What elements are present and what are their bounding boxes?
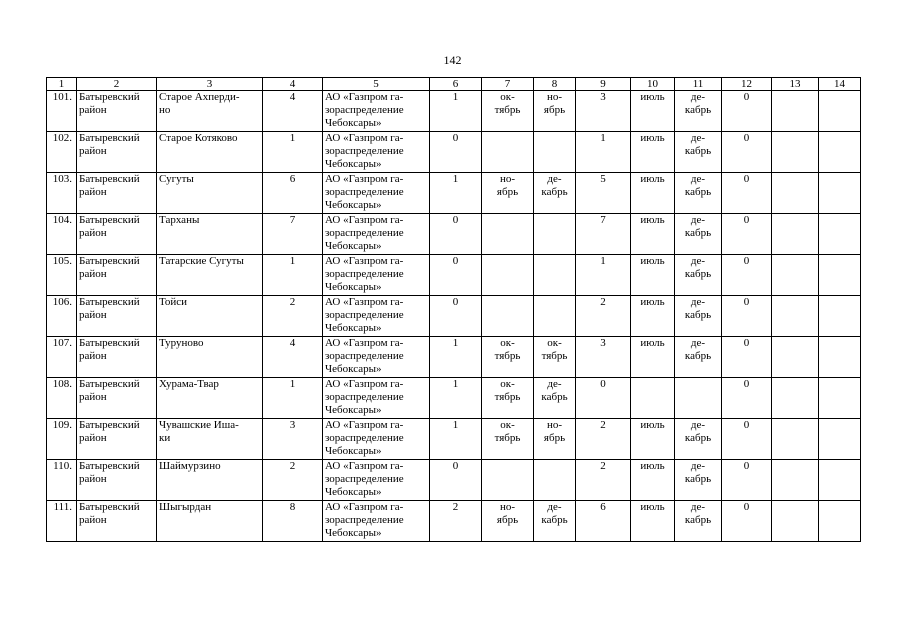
cell-col12: 0 xyxy=(722,173,772,214)
col-header: 2 xyxy=(77,78,157,91)
cell-col10: июль xyxy=(631,173,675,214)
cell-settlement: Чувашские Иша- ки xyxy=(157,419,263,460)
cell-col11: де- кабрь xyxy=(675,460,722,501)
cell-col12: 0 xyxy=(722,378,772,419)
cell-col10: июль xyxy=(631,91,675,132)
cell-col4: 1 xyxy=(263,255,323,296)
cell-organization: АО «Газпром га- зораспределение Чебоксары» xyxy=(323,337,430,378)
cell-row-number: 107. xyxy=(47,337,77,378)
cell-col6: 1 xyxy=(430,378,482,419)
table-row xyxy=(47,337,861,378)
cell-col6: 0 xyxy=(430,296,482,337)
cell-col13 xyxy=(772,501,819,542)
cell-col7: но- ябрь xyxy=(482,501,534,542)
cell-col7 xyxy=(482,214,534,255)
cell-col9: 0 xyxy=(576,378,631,419)
cell-col13 xyxy=(772,378,819,419)
table-row xyxy=(47,132,861,173)
cell-col7 xyxy=(482,255,534,296)
cell-col10: июль xyxy=(631,296,675,337)
col-header: 3 xyxy=(157,78,263,91)
cell-settlement: Тарханы xyxy=(157,214,263,255)
cell-row-number: 103. xyxy=(47,173,77,214)
cell-col11: де- кабрь xyxy=(675,419,722,460)
cell-col11: де- кабрь xyxy=(675,132,722,173)
cell-district: Батыревский район xyxy=(77,378,157,419)
cell-col6: 1 xyxy=(430,337,482,378)
col-header: 14 xyxy=(819,78,861,91)
cell-row-number: 106. xyxy=(47,296,77,337)
cell-col14 xyxy=(819,296,861,337)
cell-col4: 3 xyxy=(263,419,323,460)
cell-col12: 0 xyxy=(722,501,772,542)
cell-col11: де- кабрь xyxy=(675,255,722,296)
cell-col8: де- кабрь xyxy=(534,173,576,214)
cell-col10: июль xyxy=(631,419,675,460)
cell-district: Батыревский район xyxy=(77,419,157,460)
col-header: 9 xyxy=(576,78,631,91)
cell-organization: АО «Газпром га- зораспределение Чебоксары» xyxy=(323,501,430,542)
cell-col9: 2 xyxy=(576,296,631,337)
cell-col12: 0 xyxy=(722,91,772,132)
col-header: 1 xyxy=(47,78,77,91)
cell-col7 xyxy=(482,132,534,173)
cell-col8 xyxy=(534,132,576,173)
table-row xyxy=(47,419,861,460)
cell-col4: 6 xyxy=(263,173,323,214)
table-row xyxy=(47,255,861,296)
cell-col12: 0 xyxy=(722,255,772,296)
cell-settlement: Татарские Сугуты xyxy=(157,255,263,296)
cell-col10: июль xyxy=(631,460,675,501)
cell-col6: 0 xyxy=(430,460,482,501)
col-header: 4 xyxy=(263,78,323,91)
cell-col8: де- кабрь xyxy=(534,378,576,419)
cell-col6: 0 xyxy=(430,132,482,173)
cell-col9: 1 xyxy=(576,132,631,173)
cell-col7: ок- тябрь xyxy=(482,378,534,419)
cell-col11: де- кабрь xyxy=(675,501,722,542)
cell-col6: 0 xyxy=(430,214,482,255)
cell-settlement: Хурама-Твар xyxy=(157,378,263,419)
cell-organization: АО «Газпром га- зораспределение Чебоксары» xyxy=(323,173,430,214)
cell-col4: 2 xyxy=(263,460,323,501)
cell-col12: 0 xyxy=(722,419,772,460)
cell-col14 xyxy=(819,378,861,419)
cell-district: Батыревский район xyxy=(77,255,157,296)
col-header: 8 xyxy=(534,78,576,91)
cell-col10: июль xyxy=(631,337,675,378)
cell-col9: 2 xyxy=(576,460,631,501)
cell-settlement: Туруново xyxy=(157,337,263,378)
cell-col14 xyxy=(819,91,861,132)
cell-district: Батыревский район xyxy=(77,460,157,501)
cell-organization: АО «Газпром га- зораспределение Чебоксары» xyxy=(323,132,430,173)
cell-settlement: Тойси xyxy=(157,296,263,337)
cell-col9: 7 xyxy=(576,214,631,255)
cell-col7 xyxy=(482,460,534,501)
cell-organization: АО «Газпром га- зораспределение Чебоксары» xyxy=(323,255,430,296)
cell-col12: 0 xyxy=(722,296,772,337)
cell-col8: но- ябрь xyxy=(534,419,576,460)
cell-col10: июль xyxy=(631,132,675,173)
cell-col13 xyxy=(772,419,819,460)
cell-organization: АО «Газпром га- зораспределение Чебоксары» xyxy=(323,296,430,337)
col-header: 5 xyxy=(323,78,430,91)
cell-col13 xyxy=(772,255,819,296)
table-row xyxy=(47,173,861,214)
cell-col8 xyxy=(534,214,576,255)
table-row xyxy=(47,296,861,337)
cell-settlement: Шаймурзино xyxy=(157,460,263,501)
cell-row-number: 102. xyxy=(47,132,77,173)
cell-col13 xyxy=(772,296,819,337)
cell-col7: ок- тябрь xyxy=(482,91,534,132)
cell-col9: 6 xyxy=(576,501,631,542)
cell-row-number: 105. xyxy=(47,255,77,296)
cell-district: Батыревский район xyxy=(77,132,157,173)
cell-settlement: Сугуты xyxy=(157,173,263,214)
cell-organization: АО «Газпром га- зораспределение Чебоксары» xyxy=(323,378,430,419)
cell-col4: 2 xyxy=(263,296,323,337)
cell-settlement: Старое Котяково xyxy=(157,132,263,173)
cell-col13 xyxy=(772,337,819,378)
cell-col13 xyxy=(772,91,819,132)
table-row xyxy=(47,214,861,255)
cell-row-number: 101. xyxy=(47,91,77,132)
cell-col12: 0 xyxy=(722,214,772,255)
cell-col7: ок- тябрь xyxy=(482,337,534,378)
cell-col10: июль xyxy=(631,501,675,542)
col-header: 6 xyxy=(430,78,482,91)
page-number: 142 xyxy=(443,53,462,67)
cell-col4: 7 xyxy=(263,214,323,255)
cell-col11 xyxy=(675,378,722,419)
cell-col14 xyxy=(819,419,861,460)
cell-col8: но- ябрь xyxy=(534,91,576,132)
cell-col14 xyxy=(819,173,861,214)
cell-col7 xyxy=(482,296,534,337)
cell-settlement: Шыгырдан xyxy=(157,501,263,542)
cell-district: Батыревский район xyxy=(77,173,157,214)
cell-col11: де- кабрь xyxy=(675,214,722,255)
cell-col6: 1 xyxy=(430,91,482,132)
cell-col11: де- кабрь xyxy=(675,91,722,132)
header-row xyxy=(47,78,861,91)
cell-col11: де- кабрь xyxy=(675,173,722,214)
cell-col4: 8 xyxy=(263,501,323,542)
cell-col10: июль xyxy=(631,214,675,255)
col-header: 7 xyxy=(482,78,534,91)
cell-col8 xyxy=(534,255,576,296)
col-header: 12 xyxy=(722,78,772,91)
cell-col7: но- ябрь xyxy=(482,173,534,214)
table-body xyxy=(47,91,861,542)
cell-col4: 1 xyxy=(263,132,323,173)
cell-col14 xyxy=(819,132,861,173)
cell-col14 xyxy=(819,501,861,542)
cell-row-number: 104. xyxy=(47,214,77,255)
cell-district: Батыревский район xyxy=(77,214,157,255)
col-header: 11 xyxy=(675,78,722,91)
cell-col14 xyxy=(819,460,861,501)
cell-col12: 0 xyxy=(722,337,772,378)
cell-col14 xyxy=(819,214,861,255)
cell-col13 xyxy=(772,214,819,255)
cell-col8: де- кабрь xyxy=(534,501,576,542)
cell-organization: АО «Газпром га- зораспределение Чебоксары» xyxy=(323,419,430,460)
cell-col13 xyxy=(772,460,819,501)
cell-row-number: 110. xyxy=(47,460,77,501)
cell-col11: де- кабрь xyxy=(675,337,722,378)
cell-col14 xyxy=(819,337,861,378)
cell-col8 xyxy=(534,296,576,337)
table-row xyxy=(47,460,861,501)
cell-col9: 3 xyxy=(576,337,631,378)
cell-organization: АО «Газпром га- зораспределение Чебоксары» xyxy=(323,91,430,132)
cell-col4: 1 xyxy=(263,378,323,419)
cell-col7: ок- тябрь xyxy=(482,419,534,460)
cell-col6: 1 xyxy=(430,419,482,460)
cell-district: Батыревский район xyxy=(77,296,157,337)
cell-col11: де- кабрь xyxy=(675,296,722,337)
table-row xyxy=(47,91,861,132)
cell-col8: ок- тябрь xyxy=(534,337,576,378)
cell-col9: 3 xyxy=(576,91,631,132)
cell-col9: 2 xyxy=(576,419,631,460)
cell-district: Батыревский район xyxy=(77,91,157,132)
cell-district: Батыревский район xyxy=(77,501,157,542)
table-row xyxy=(47,378,861,419)
cell-col4: 4 xyxy=(263,337,323,378)
cell-settlement: Старое Ахперди- но xyxy=(157,91,263,132)
cell-col10: июль xyxy=(631,255,675,296)
cell-col8 xyxy=(534,460,576,501)
cell-col6: 2 xyxy=(430,501,482,542)
cell-col12: 0 xyxy=(722,460,772,501)
cell-row-number: 111. xyxy=(47,501,77,542)
cell-col12: 0 xyxy=(722,132,772,173)
cell-row-number: 108. xyxy=(47,378,77,419)
cell-organization: АО «Газпром га- зораспределение Чебоксары» xyxy=(323,460,430,501)
cell-col4: 4 xyxy=(263,91,323,132)
cell-col6: 0 xyxy=(430,255,482,296)
cell-district: Батыревский район xyxy=(77,337,157,378)
cell-col9: 1 xyxy=(576,255,631,296)
cell-col10 xyxy=(631,378,675,419)
table-row xyxy=(47,501,861,542)
cell-col14 xyxy=(819,255,861,296)
col-header: 10 xyxy=(631,78,675,91)
cell-row-number: 109. xyxy=(47,419,77,460)
gasification-table xyxy=(46,77,861,542)
cell-col9: 5 xyxy=(576,173,631,214)
cell-organization: АО «Газпром га- зораспределение Чебоксары» xyxy=(323,214,430,255)
col-header: 13 xyxy=(772,78,819,91)
cell-col6: 1 xyxy=(430,173,482,214)
cell-col13 xyxy=(772,132,819,173)
cell-col13 xyxy=(772,173,819,214)
